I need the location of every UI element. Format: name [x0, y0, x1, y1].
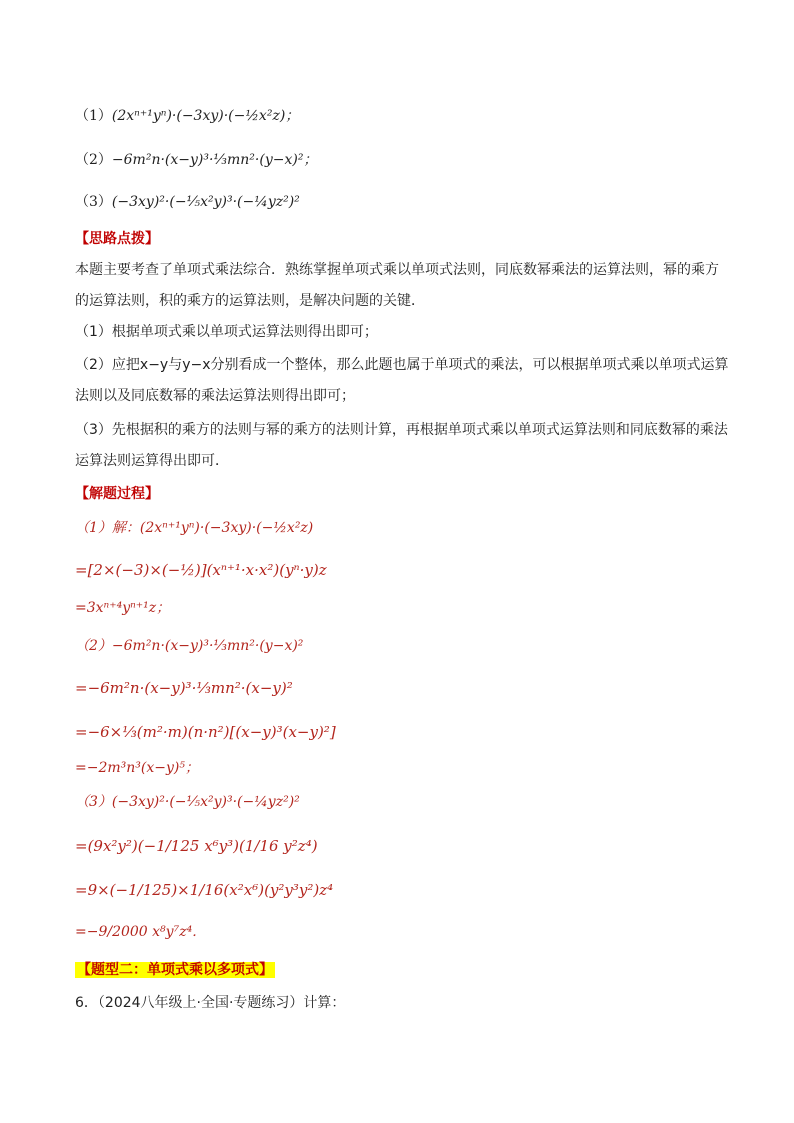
- solution-line: （1）解：(2xⁿ⁺¹yⁿ)·(−3xy)·(−½x²z): [75, 520, 314, 536]
- problem-3: [75, 192, 725, 212]
- solution-line: =−6m²n·(x−y)³·⅓mn²·(x−y)²: [75, 679, 293, 697]
- solution-line: =−9/2000 x⁸y⁷z⁴．: [75, 924, 207, 940]
- problem-number: （3）: [75, 194, 112, 210]
- problem-expression: (−3xy)²·(−⅕x²y)³·(−¼yz²)²: [111, 194, 300, 210]
- problem-2: [75, 150, 725, 170]
- problem-number: （1）: [75, 108, 112, 124]
- solution-line: =9×(−1/125)×1/16(x²x⁶)(y²y³y²)z⁴: [75, 881, 334, 899]
- solution-line: =(9x²y²)(−1/125 x⁶y³)(1/16 y²z⁴): [75, 837, 318, 855]
- analysis-heading: 【思路点拨】: [75, 231, 159, 247]
- solution-line: （3）(−3xy)²·(−⅕x²y)³·(−¼yz²)²: [75, 794, 300, 810]
- solution-line: =3xⁿ⁺⁴yⁿ⁺¹z；: [75, 600, 171, 616]
- analysis-line: （2）应把x−y与y−x分别看成一个整体，那么此题也属于单项式的乘法，可以根据单项式乘以单项式运算: [75, 357, 729, 373]
- analysis-line: 法则以及同底数幂的乘法运算法则得出即可；: [75, 388, 355, 404]
- problem-expression: (2xⁿ⁺¹yⁿ)·(−3xy)·(−½x²z)；: [111, 108, 300, 124]
- solution-line: =[2×(−3)×(−½)](xⁿ⁺¹·x·x²)(yⁿ·y)z: [75, 561, 327, 579]
- section-tag: [75, 960, 725, 980]
- problem-1: [75, 106, 725, 126]
- analysis-line: （1）根据单项式乘以单项式运算法则得出即可；: [75, 324, 378, 340]
- next-question: 6．（2024八年级上·全国·专题练习）计算：: [75, 995, 346, 1011]
- section-label: 【题型二：单项式乘以多项式】: [77, 962, 273, 978]
- solution-line: =−6×⅓(m²·m)(n·n²)[(x−y)³(x−y)²]: [75, 723, 336, 741]
- analysis-line: 本题主要考查了单项式乘法综合．熟练掌握单项式乘以单项式法则，同底数幂乘法的运算法则，幂的乘方: [75, 262, 719, 278]
- solution-line: （2）−6m²n·(x−y)³·⅓mn²·(y−x)²: [75, 638, 304, 654]
- analysis-line: （3）先根据积的乘方的法则与幂的乘方的法则计算，再根据单项式乘以单项式运算法则和同底数幂的乘法: [75, 422, 728, 438]
- solution-heading: 【解题过程】: [75, 486, 159, 502]
- problem-expression: −6m²n·(x−y)³·⅓mn²·(y−x)²；: [111, 152, 318, 168]
- solution-line: =−2m³n³(x−y)⁵；: [75, 760, 199, 776]
- analysis-line: 的运算法则，积的乘方的运算法则，是解决问题的关键．: [75, 293, 425, 309]
- problem-number: （2）: [75, 152, 112, 168]
- analysis-line: 运算法则运算得出即可．: [75, 453, 229, 469]
